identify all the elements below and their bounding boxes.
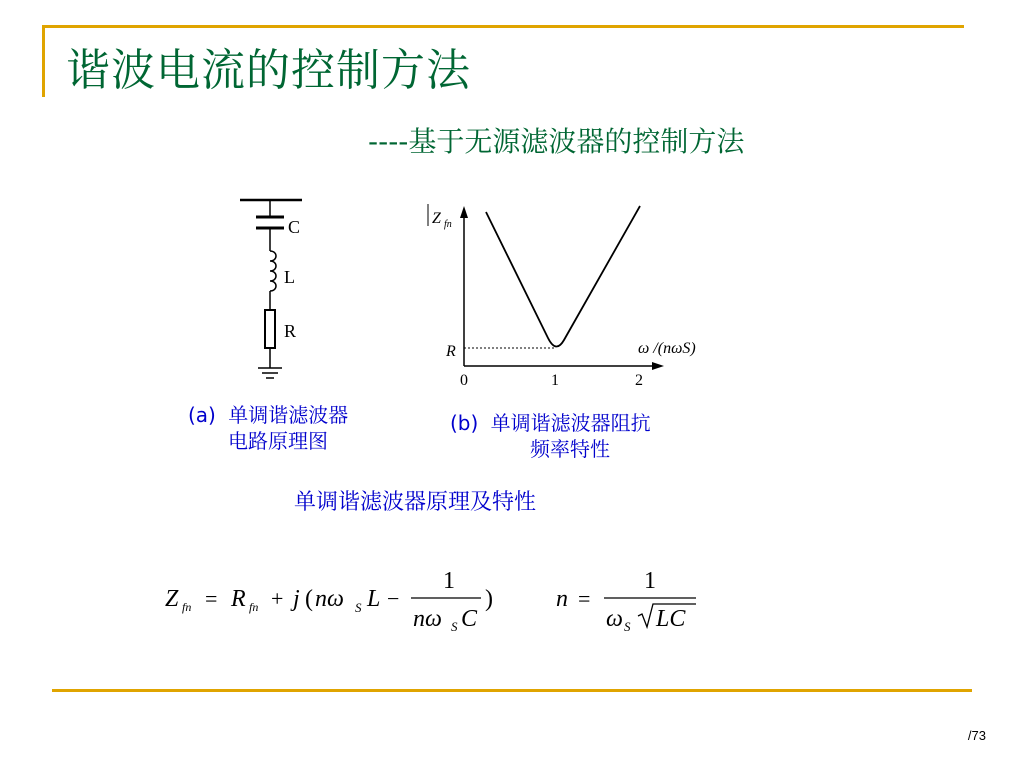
svg-text:fn: fn	[182, 600, 192, 614]
r-level-label: R	[446, 343, 456, 360]
svg-text:fn: fn	[249, 600, 259, 614]
y-axis-label: Z	[432, 210, 441, 227]
frame-bottom-rule	[52, 689, 972, 692]
svg-text:nω: nω	[315, 586, 344, 612]
frame-top-rule	[42, 25, 964, 28]
harmonic-order-formula-text	[556, 564, 557, 565]
figure-caption: 单调谐滤波器原理及特性	[294, 490, 537, 515]
frame-left-rule	[42, 25, 45, 97]
impedance-frequency-plot	[420, 198, 720, 393]
plot-caption-line2: 频率特性	[530, 437, 610, 461]
impedance-formula-text	[165, 564, 166, 565]
svg-text:nω: nω	[413, 606, 442, 632]
svg-text:ω: ω	[606, 606, 623, 632]
svg-text:C: C	[461, 606, 478, 632]
svg-text:LC: LC	[656, 606, 686, 632]
plot-caption-line1: 单调谐滤波器阻抗	[490, 411, 651, 435]
svg-text:1: 1	[644, 568, 656, 594]
circuit-caption-line1: 单调谐滤波器	[228, 403, 349, 427]
inductor-label: L	[284, 267, 295, 287]
svg-text:n: n	[556, 586, 568, 612]
harmonic-order-formula-graphic	[556, 564, 706, 634]
svg-text:(: (	[305, 586, 313, 612]
plot-caption-prefix: (b)	[450, 411, 479, 435]
circuit-caption-prefix: (a)	[188, 403, 216, 427]
x-tick-2: 2	[635, 372, 643, 389]
svg-text:+: +	[271, 586, 284, 611]
svg-text:S: S	[624, 619, 631, 634]
impedance-formula	[165, 564, 515, 634]
impedance-formula-graphic	[165, 564, 515, 634]
harmonic-order-formula	[556, 564, 706, 634]
svg-text:=: =	[578, 586, 591, 611]
resistor-label: R	[284, 321, 297, 341]
svg-text:Z: Z	[165, 586, 179, 612]
capacitor-label: C	[288, 217, 301, 237]
slide-title: 谐波电流的控制方法	[66, 45, 471, 96]
svg-text:S: S	[355, 600, 362, 615]
svg-text:S: S	[451, 619, 458, 634]
svg-text:L: L	[367, 586, 381, 612]
slide-subtitle: ----基于无源滤波器的控制方法	[368, 125, 745, 158]
svg-text:1: 1	[443, 568, 455, 594]
svg-text:R: R	[231, 586, 246, 612]
svg-text:−: −	[387, 586, 400, 611]
page-number: /73	[967, 728, 986, 743]
svg-text:j: j	[293, 586, 300, 612]
svg-text:): )	[485, 586, 493, 612]
y-axis-label-sub: fn	[444, 219, 452, 230]
plot-caption	[450, 410, 651, 462]
circuit-caption	[188, 402, 348, 454]
filter-circuit-diagram	[230, 195, 320, 390]
x-axis-label: ω /(nωS)	[638, 340, 696, 357]
x-tick-0: 0	[460, 372, 468, 389]
x-tick-1: 1	[551, 372, 559, 389]
svg-text:=: =	[205, 586, 218, 611]
circuit-caption-line2: 电路原理图	[228, 429, 328, 453]
